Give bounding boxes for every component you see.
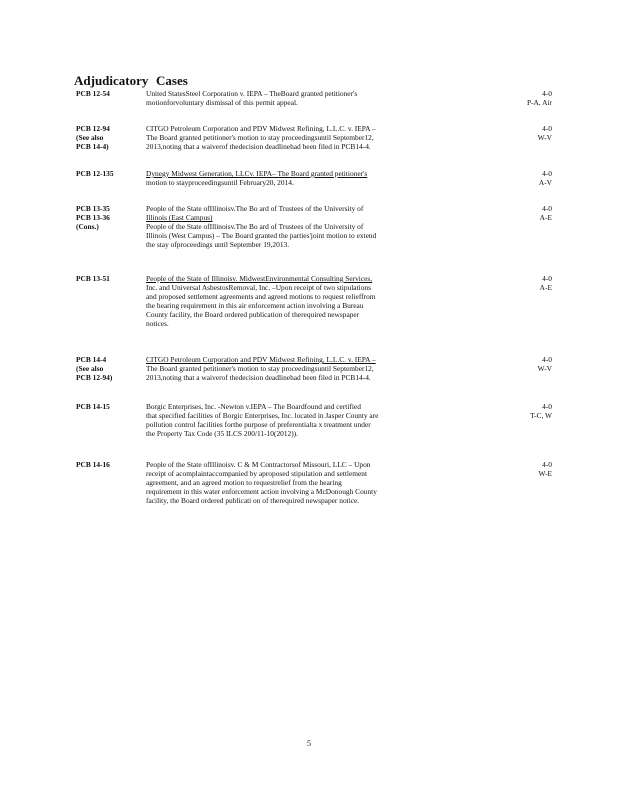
docket-number [76,460,142,469]
docket-number [76,124,142,151]
case-type-code: P-A, Air [526,98,552,107]
case-type-code: W-E [538,469,552,478]
docket-number [76,204,142,231]
page-number: 5 [307,739,311,748]
description-line: People of the State ofIllinoisv.The Bo ard of Trustees of the University of [146,222,364,232]
case-description [146,204,460,249]
docket-line: PCB 14-4 [76,355,107,364]
description-line: CITGO Petroleum Corporation and PDV Midwest Refining, L.L.C. v. IEPA – [146,355,376,364]
case-description [146,169,460,187]
description-line: People of the State ofIllinoisv.The Bo ard of Trustees of the University of [146,204,364,213]
docket-number [76,402,142,411]
description-line: receipt of acomplaintaccompanied by aproposed stipulation and settlement [146,469,368,479]
description-line: pollution control facilities forthe purpose of preferentialta x treatment under [146,420,371,430]
adjudicatory-header: Adjudicatory [74,73,149,88]
vote-count: 4-0 [542,402,552,411]
docket-line: PCB 12-135 [76,169,114,178]
case-type-code: W-V [537,133,552,142]
vote-count: 4-0 [542,355,552,364]
vote-and-code [500,124,552,142]
docket-line: PCB 13-35 [76,204,110,213]
description-line: motion to stayproceedingsuntil February20, 2014. [146,178,294,188]
vote-count: 4-0 [542,204,552,213]
docket-line: PCB 14-15 [76,402,110,411]
case-description [146,124,460,151]
docket-line: PCB 14-16 [76,460,110,469]
docket-number [76,89,142,98]
description-line: the hearing requirement in this air enforcement action involving a Bureau [146,301,364,311]
description-line: People of the State of Illinoisv. MidwestEnvironmental Consulting Services, [146,274,373,283]
docket-line: PCB 13-51 [76,274,110,283]
description-line: motionforvoluntary dismissal of this permit appeal. [146,98,298,108]
description-line: Illinois (West Campus) – The Board granted the parties'joint motion to extend [146,231,377,241]
description-line: 2013,noting that a waiverof thedecision deadlinehad been filed in PCB14-4. [146,373,371,383]
vote-count: 4-0 [542,124,552,133]
docket-line: (Cons.) [76,222,99,231]
description-line: facility, the Board ordered publicati on of therequired newspaper notice. [146,496,360,506]
description-line: The Board granted petitioner's motion to stay proceedingsuntil September12, [146,133,374,143]
vote-and-code [500,402,552,420]
case-type-code: T-C, W [530,411,552,420]
description-line: 2013,noting that a waiverof thedecision deadlinehad been filed in PCB14-4. [146,142,371,152]
description-line: agreement, and an agreed motion to requestrelief from the hearing [146,478,342,488]
docket-number [76,355,142,382]
description-line: People of the State ofIllinoisv. C & M Contractorsof Missouri, LLC – Upon [146,460,371,469]
vote-and-code [500,89,552,107]
docket-number [76,169,142,178]
docket-line: PCB 12-54 [76,89,110,98]
case-type-code: W-V [537,364,552,373]
case-description [146,274,460,329]
case-type-code: A-V [538,178,552,187]
case-description [146,89,460,107]
vote-and-code [500,274,552,292]
docket-line: (See also [76,364,104,373]
vote-count: 4-0 [542,460,552,469]
description-line: Dynegy Midwest Generation, LLCv. IEPA– The Board granted petitioner's [146,169,368,178]
docket-line: (See also [76,133,104,142]
description-line: The Board granted petitioner's motion to stay proceedingsuntil September12, [146,364,374,374]
vote-and-code [500,460,552,478]
cases-header: Cases [156,73,188,88]
description-line: the Property Tax Code (35 ILCS 200/11-10(2012)). [146,429,298,439]
description-line: that specified facilities of Borgic Enterprises, Inc. located in Jasper County are [146,411,379,421]
description-line: County facility, the Board ordered publication of therequired newspaper [146,310,360,320]
description-line: the stay ofproceedings until September 19,2013. [146,240,290,250]
docket-line: PCB 13-36 [76,213,110,222]
case-description [146,355,460,382]
description-line: Illinois (East Campus) [146,213,213,223]
vote-count: 4-0 [542,274,552,283]
docket-number [76,274,142,283]
vote-and-code [500,204,552,222]
description-line: CITGO Petroleum Corporation and PDV Midwest Refining, L.L.C. v. IEPA – [146,124,376,133]
docket-line: PCB 14-4) [76,142,109,151]
description-line: United StatesSteel Corporation v. IEPA – TheBoard granted petitioner's [146,89,358,98]
vote-count: 4-0 [542,169,552,178]
description-line: requirement in this water enforcement action involving a McDonough County [146,487,377,497]
docket-line: PCB 12-94) [76,373,113,382]
case-type-code: A-E [539,213,552,222]
vote-count: 4-0 [542,89,552,98]
case-description [146,460,460,505]
description-line: and proposed settlement agreements and agreed motions to request relieffrom [146,292,376,302]
case-type-code: A-E [539,283,552,292]
docket-line: PCB 12-94 [76,124,110,133]
vote-and-code [500,169,552,187]
case-description [146,402,460,438]
description-line: notices. [146,319,169,329]
vote-and-code [500,355,552,373]
description-line: Borgic Enterprises, Inc. -Newton v.IEPA – The Boardfound and certified [146,402,361,411]
description-line: Inc. and Universal AsbestosRemoval, Inc. –Upon receipt of two stipulations [146,283,371,293]
